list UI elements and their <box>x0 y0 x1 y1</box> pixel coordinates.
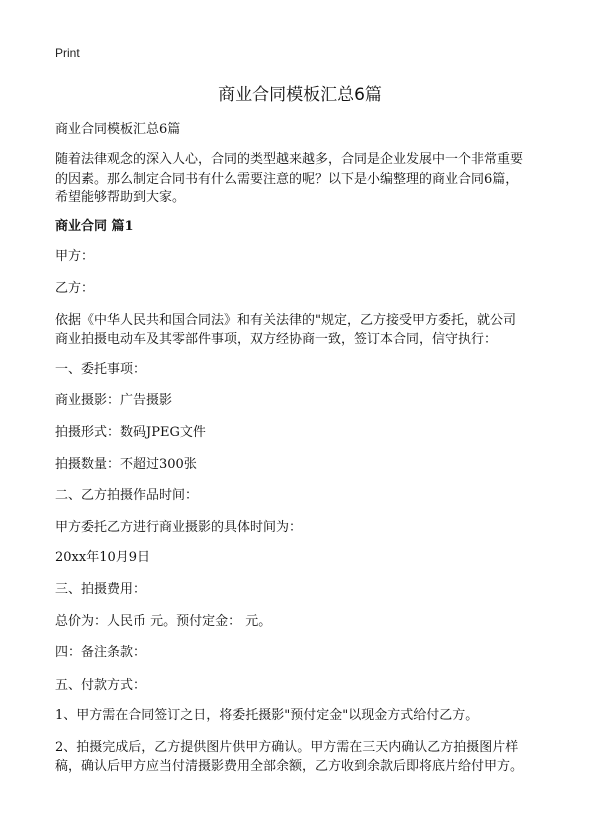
item4-title: 四：备注条款： <box>55 645 147 660</box>
intro-line-3: 希望能够帮助到大家。 <box>55 190 186 205</box>
item3-price: 总价为：人民币 元。预付定金： 元。 <box>55 614 272 629</box>
item2-date: 20xx年10月9日 <box>55 550 151 565</box>
item1-title: 一、委托事项： <box>55 362 147 377</box>
party-a-label: 甲方： <box>55 249 95 264</box>
preamble-line-1: 依据《中华人民共和国合同法》和有关法律的"规定，乙方接受甲方委托，就公司 <box>55 313 516 328</box>
section-heading: 商业合同 篇1 <box>55 219 134 234</box>
item5-title: 五、付款方式： <box>55 678 147 693</box>
item5-clause-2-line-2: 稿，确认后甲方应当付清摄影费用全部余额，乙方收到余款后即将底片给付甲方。 <box>55 759 524 774</box>
intro-line-1: 随着法律观念的深入人心，合同的类型越来越多，合同是企业发展中一个非常重要 <box>55 152 524 167</box>
preamble-line-2: 商业拍摄电动车及其零部件事项，双方经协商一致，签订本合同，信守执行： <box>55 332 498 347</box>
intro-line-2: 的因素。那么制定合同书有什么需要注意的呢？以下是小编整理的商业合同6篇， <box>55 172 519 187</box>
item5-clause-2-line-1: 2、拍摄完成后，乙方提供图片供甲方确认。甲方需在三天内确认乙方拍摄图片样 <box>55 740 519 755</box>
item5-clause-1: 1、甲方需在合同签订之日，将委托摄影"预付定金"以现金方式给付乙方。 <box>55 708 479 723</box>
document-title: 商业合同模板汇总6篇 <box>218 85 382 105</box>
item3-title: 三、拍摄费用： <box>55 582 147 597</box>
document-subtitle: 商业合同模板汇总6篇 <box>55 122 181 137</box>
item1-shoot-quantity: 拍摄数量：不超过300张 <box>55 457 197 472</box>
item2-time-text: 甲方委托乙方进行商业摄影的具体时间为： <box>55 520 303 535</box>
item2-title: 二、乙方拍摄作品时间： <box>55 488 199 503</box>
print-link[interactable]: Print <box>55 46 80 60</box>
item1-shoot-type: 商业摄影：广告摄影 <box>55 393 173 408</box>
item1-shoot-format: 拍摄形式：数码JPEG文件 <box>55 425 206 440</box>
party-b-label: 乙方： <box>55 281 95 296</box>
